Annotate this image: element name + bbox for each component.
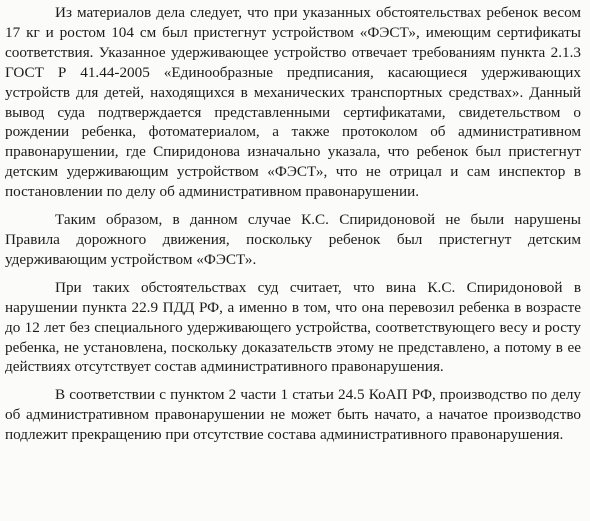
paragraph-legal-basis: В соответствии с пунктом 2 части 1 статьи 24.5 КоАП РФ, производство по делу об административном правонарушении не может быть начато, а начатое производство подлежит прекращению при отсутствие состава административного правонарушения. (5, 386, 581, 444)
paragraph-case-materials: Из материалов дела следует, что при указанных обстоятельствах ребенок весом 17 кг и ростом 104 см был пристегнут устройством «ФЭСТ», имеющим сертификаты соответствия. Указанное удерживающее устройство отвечает требованиям пункта 2.1.3 ГОСТ Р 41.44-2005 «Единообразные предписания, касающиеся удерживающих устройств для детей, находящихся в механических транспортных средствах». Данный вывод суда подтверждается представленными сертификатами, свидетельством о рождении ребенка, фотоматериалом, а также протоколом об административном правонарушении, где Спиридонова изначально указала, что ребенок был пристегнут детским удерживающим устройством «ФЭСТ», что не отрицал и сам инспектор в постановлении по делу об административном правонарушении. (5, 4, 581, 201)
paragraph-court-finding: При таких обстоятельствах суд считает, что вина К.С. Спиридоновой в нарушении пункта 22.9 ПДД РФ, а именно в том, что она перевозил ребенка в возрасте до 12 лет без специального удерживающего устройства, соответствующего весу и росту ребенка, не установлена, поскольку доказательств этому не представлено, а потому в ее действиях отсутствует состав административного правонарушения. (5, 278, 581, 376)
paragraph-conclusion: Таким образом, в данном случае К.С. Спиридоновой не были нарушены Правила дорожного движения, поскольку ребенок был пристегнут детским удерживающим устройством «ФЭСТ». (5, 211, 581, 268)
